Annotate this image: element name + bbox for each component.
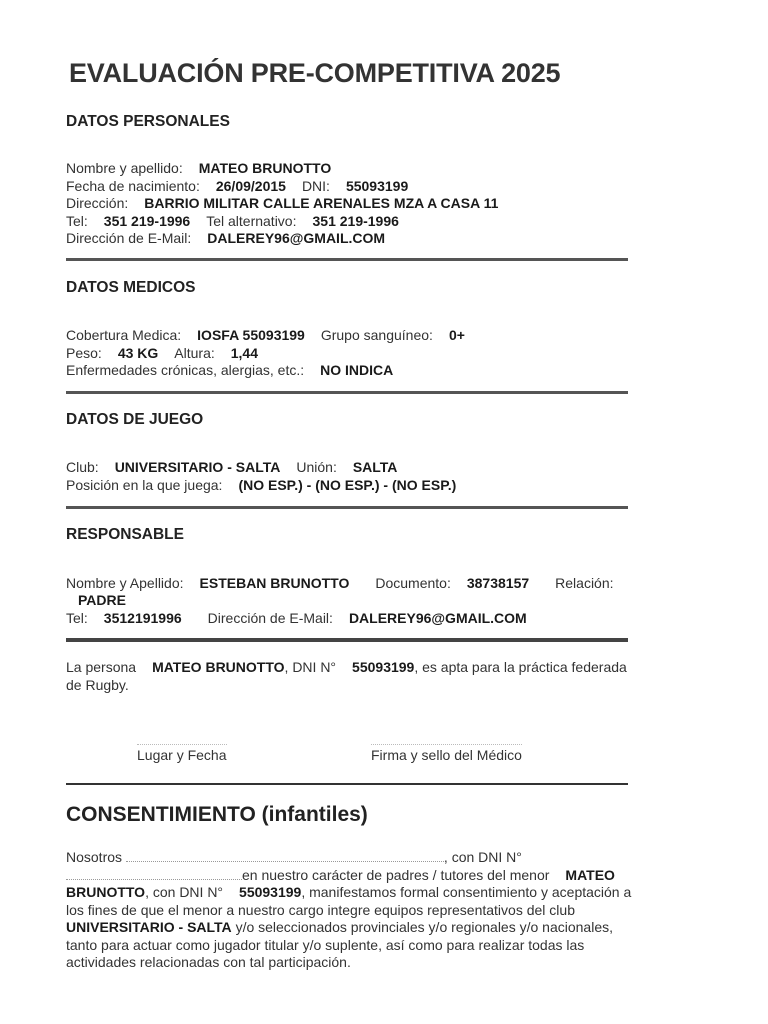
game-club-line <box>66 459 397 477</box>
consent-text: , manifestamos formal consentimiento y aceptación a los fines de que el menor a nuestro cargo integre equipos representativos del club <box>66 884 632 918</box>
personal-address-value: BARRIO MILITAR CALLE ARENALES MZA A CASA 11 <box>144 195 499 211</box>
personal-tel-line <box>66 213 399 231</box>
responsible-tel-value: 3512191996 <box>103 609 182 626</box>
field-label: Relación: <box>555 574 614 591</box>
field-label: Nombre y Apellido: <box>66 574 184 591</box>
field-label: Enfermedades crónicas, alergias, etc.: <box>66 362 305 378</box>
responsible-name-value: ESTEBAN BRUNOTTO <box>199 574 350 591</box>
field-label: Fecha de nacimiento: <box>66 177 200 194</box>
field-label: Unión: <box>296 459 337 475</box>
blank-parents-dni <box>66 869 242 880</box>
field-label: Dirección: <box>66 195 129 211</box>
field-label: Cobertura Medica: <box>66 327 182 343</box>
aptitude-dni: 55093199 <box>352 659 415 675</box>
consent-text: y/o seleccionados provinciales y/o regionales y/o nacionales, tanto para actuar como jugador titular y/o suplente, así como para realizar todas las actividades relacionadas con tal participación. <box>66 919 614 970</box>
personal-email-value: DALEREY96@GMAIL.COM <box>207 230 386 246</box>
aptitude-dni-label: , DNI N° <box>284 659 337 675</box>
field-label: Tel alternativo: <box>206 212 297 229</box>
consent-paragraph <box>66 884 632 972</box>
consent-minor-name-first: MATEO <box>565 866 615 883</box>
personal-birth-line <box>66 178 408 196</box>
medical-weight-value: 43 KG <box>117 344 159 361</box>
game-union-value: SALTA <box>352 459 398 475</box>
personal-tel-alt-value: 351 219-1996 <box>312 212 399 229</box>
game-club-value: UNIVERSITARIO - SALTA <box>114 459 281 475</box>
section-heading-responsible: RESPONSABLE <box>66 526 184 543</box>
responsible-name-line <box>66 575 614 593</box>
section-divider <box>66 638 628 642</box>
personal-tel-value: 351 219-1996 <box>103 212 191 229</box>
medical-diseases-line <box>66 362 393 380</box>
field-label: Tel: <box>66 609 88 626</box>
page-title: EVALUACIÓN PRE-COMPETITIVA 2025 <box>69 58 561 88</box>
personal-name-value: MATEO BRUNOTTO <box>198 160 332 176</box>
section-heading-medical: DATOS MEDICOS <box>66 279 196 296</box>
field-label: Documento: <box>375 574 451 591</box>
consent-line-2 <box>66 867 615 885</box>
medical-height-value: 1,44 <box>230 344 258 361</box>
section-divider <box>66 391 628 394</box>
consent-minor-name-last: BRUNOTTO <box>66 884 146 900</box>
consent-heading: CONSENTIMIENTO (infantiles) <box>66 803 368 826</box>
field-label: Grupo sanguíneo: <box>320 327 433 343</box>
game-position-value: (NO ESP.) - (NO ESP.) - (NO ESP.) <box>238 476 457 493</box>
signature-doctor: Firma y sello del Médico <box>371 744 522 763</box>
responsible-contact-line <box>66 610 527 628</box>
aptitude-statement <box>66 659 632 694</box>
responsible-doc-value: 38738157 <box>466 574 530 591</box>
field-label: Dirección de E-Mail: <box>207 609 333 626</box>
responsible-relation-value: PADRE <box>78 592 126 608</box>
game-position-line <box>66 477 456 495</box>
field-label: Dirección de E-Mail: <box>66 230 192 246</box>
medical-body-line <box>66 345 258 363</box>
responsible-relation-line <box>78 592 126 610</box>
section-heading-personal: DATOS PERSONALES <box>66 113 230 130</box>
medical-coverage-value: IOSFA 55093199 <box>197 327 305 343</box>
field-label: Nombre y apellido: <box>66 160 183 176</box>
consent-minor-dni: 55093199 <box>239 884 302 900</box>
personal-email-line <box>66 230 385 248</box>
medical-diseases-value: NO INDICA <box>320 362 394 378</box>
field-label: Peso: <box>66 344 102 361</box>
aptitude-prefix: La persona <box>66 659 137 675</box>
responsible-email-value: DALEREY96@GMAIL.COM <box>348 609 527 626</box>
consent-text: , con DNI N° <box>145 884 224 900</box>
blank-parents-names <box>126 851 444 862</box>
consent-text: Nosotros <box>66 849 123 865</box>
personal-name-line <box>66 160 331 178</box>
aptitude-suffix: , es apta para la práctica federada de Rugby. <box>66 659 627 693</box>
consent-club: UNIVERSITARIO - SALTA <box>66 919 232 935</box>
field-label: Club: <box>66 459 99 475</box>
personal-dni-value: 55093199 <box>345 177 409 194</box>
section-heading-game: DATOS DE JUEGO <box>66 411 204 428</box>
field-label: DNI: <box>301 177 330 194</box>
field-label: Tel: <box>66 212 88 229</box>
medical-coverage-line <box>66 327 465 345</box>
section-divider <box>66 506 628 509</box>
field-label: Altura: <box>174 344 215 361</box>
section-divider <box>66 783 628 785</box>
medical-blood-value: 0+ <box>448 327 465 343</box>
signature-place-date: Lugar y Fecha <box>137 744 227 763</box>
personal-birth-value: 26/09/2015 <box>215 177 286 194</box>
field-label: Posición en la que juega: <box>66 476 223 493</box>
consent-text: , con DNI N° <box>443 849 522 865</box>
personal-address-line <box>66 195 498 213</box>
section-divider <box>66 258 628 261</box>
consent-line-1 <box>66 849 522 867</box>
consent-text: en nuestro carácter de padres / tutores del menor <box>242 866 550 883</box>
aptitude-name: MATEO BRUNOTTO <box>152 659 285 675</box>
